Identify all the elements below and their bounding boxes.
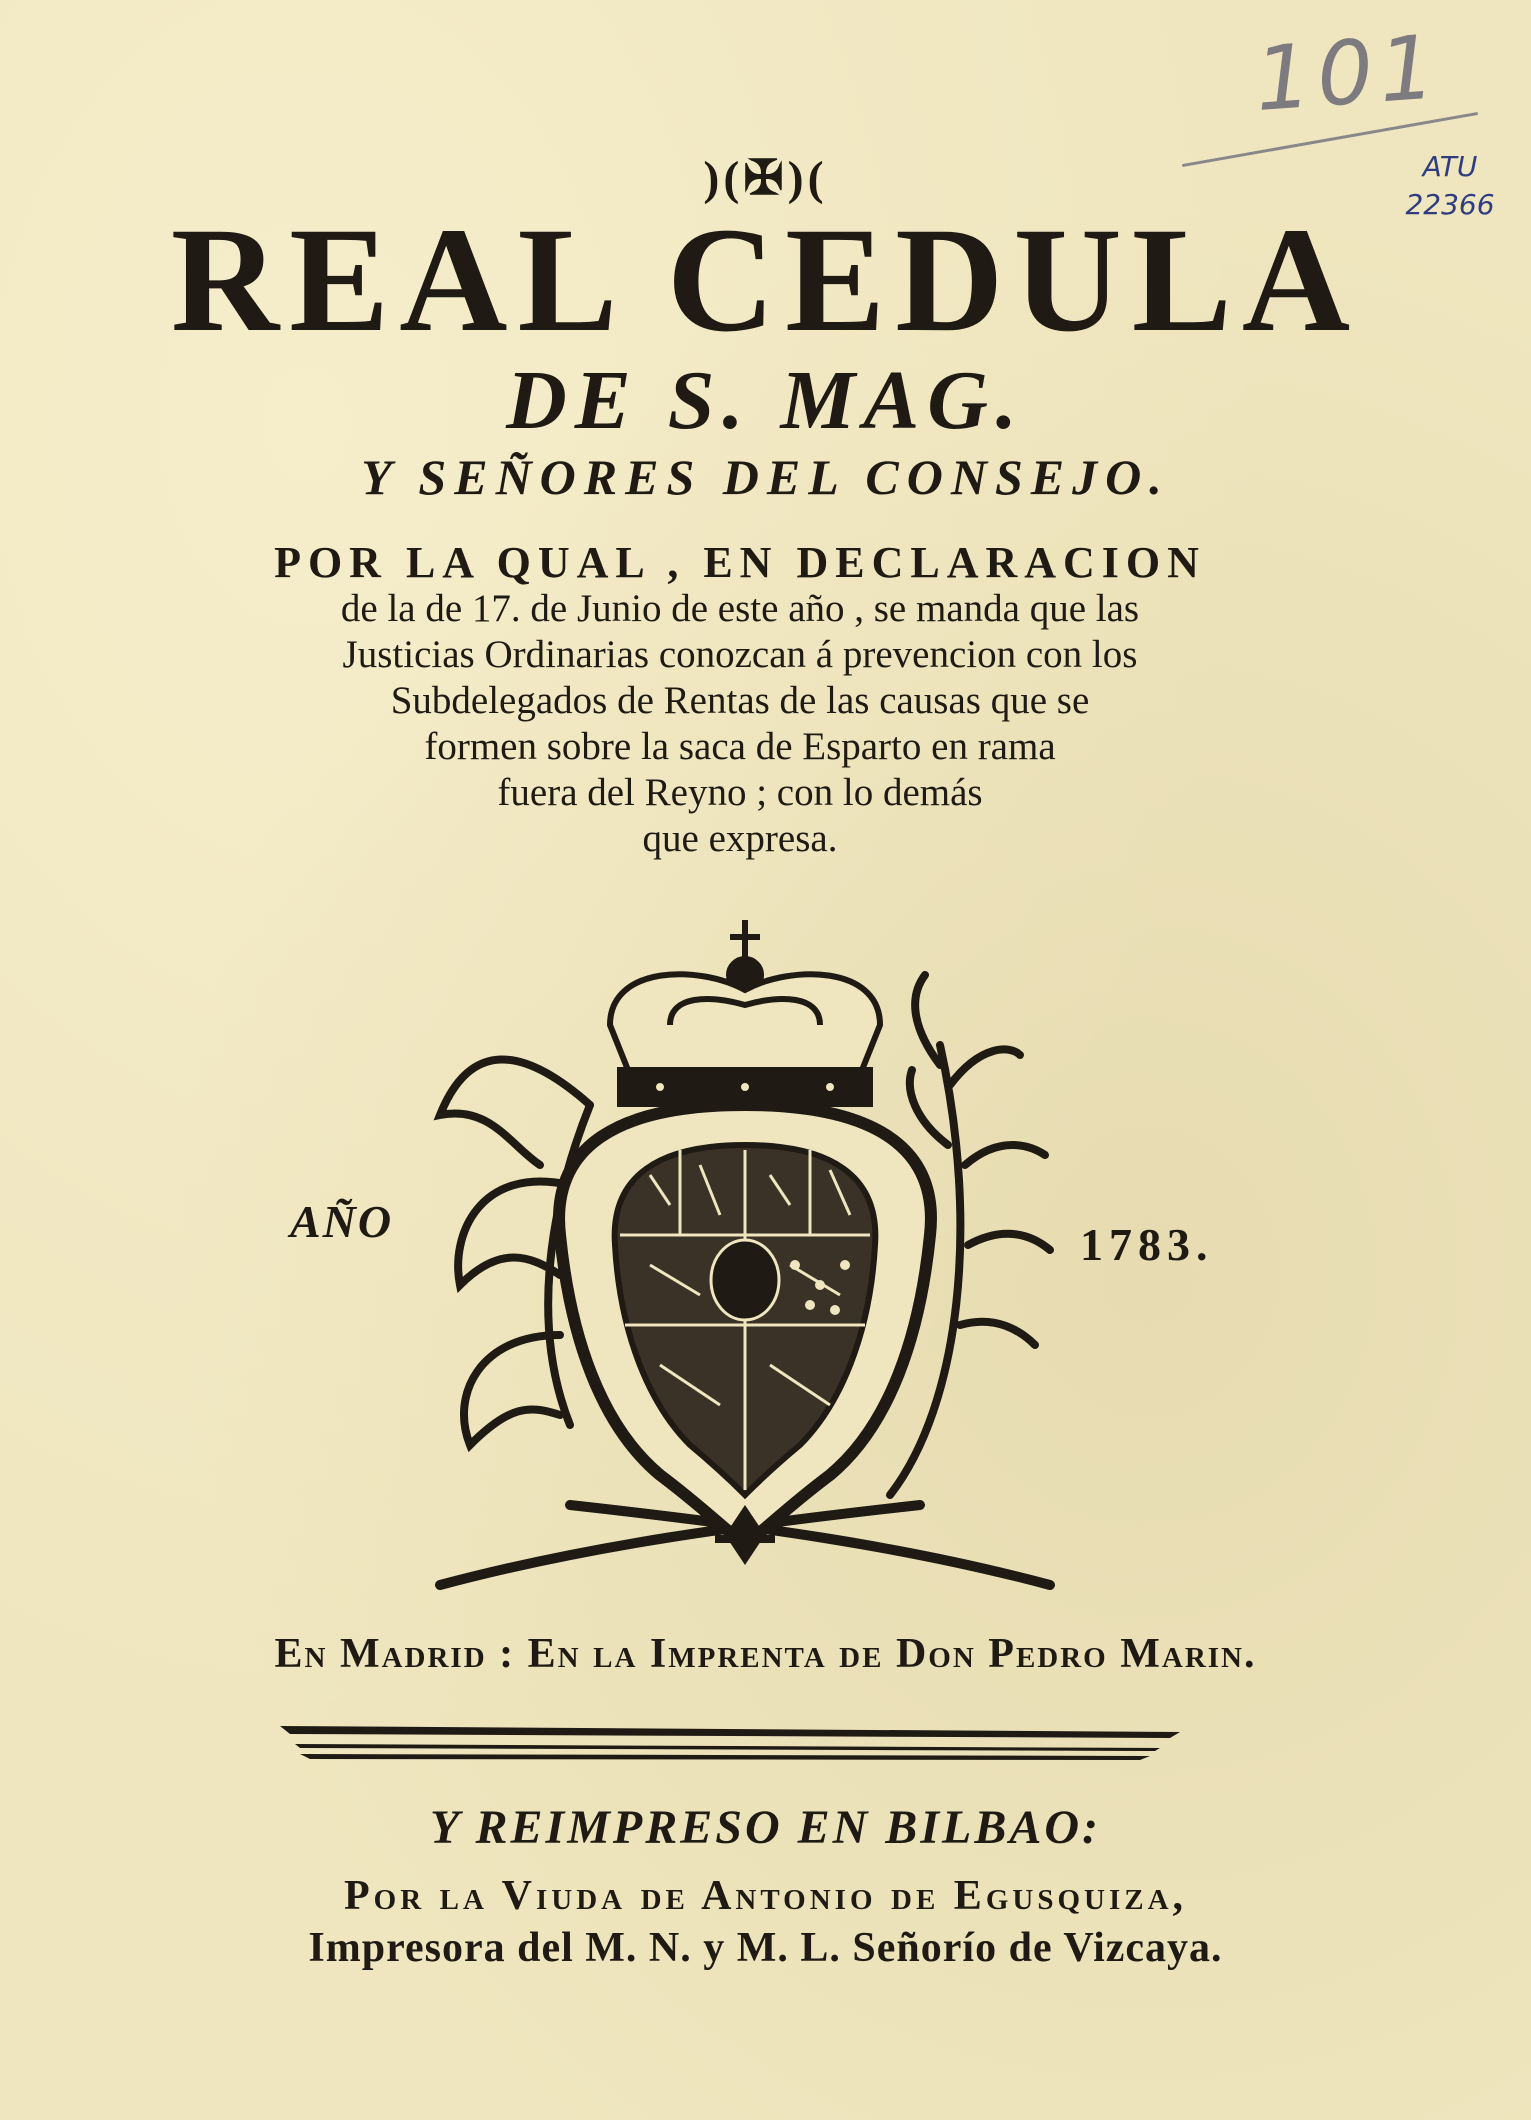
summary-first-line: POR LA QUAL , EN DECLARACION <box>274 538 1206 587</box>
handwritten-number: 101 <box>1251 15 1445 131</box>
summary-line: que expresa. <box>642 817 838 860</box>
royal-coat-of-arms-icon <box>420 905 1070 1605</box>
decorative-rule <box>280 1722 1180 1762</box>
printer-name: Por la Viuda de Antonio de Egusquiza, <box>343 1873 1188 1919</box>
title-ornament: )(✠)( <box>703 152 828 205</box>
printer-title: Impresora del M. N. y M. L. Señorío de Vizcaya. <box>308 1925 1223 1971</box>
summary-line: Subdelegados de Rentas de las causas que se <box>390 679 1090 722</box>
archive-code-line1: ATU <box>1422 150 1478 183</box>
document-summary <box>240 540 1240 862</box>
year-value: 1783. <box>1080 1219 1214 1270</box>
document-subtitle-council: Y SEÑORES DEL CONSEJO. <box>361 449 1170 505</box>
year-label: AÑO <box>290 1196 394 1247</box>
reprint-location: Y REIMPRESO EN BILBAO: <box>429 1801 1101 1854</box>
summary-line: Justicias Ordinarias conozcan á prevencion con los <box>342 633 1138 676</box>
summary-line: de la de 17. de Junio de este año , se manda que las <box>340 587 1140 630</box>
madrid-imprint: En Madrid : En la Imprenta de Don Pedro Marin. <box>274 1631 1257 1677</box>
summary-line: fuera del Reyno ; con lo demás <box>497 771 983 814</box>
archive-code-line2: 22366 <box>1405 188 1495 221</box>
document-subtitle: DE S. MAG. <box>506 354 1025 447</box>
summary-line: formen sobre la saca de Esparto en rama <box>424 725 1056 768</box>
document-title: REAL CEDULA <box>170 197 1361 363</box>
